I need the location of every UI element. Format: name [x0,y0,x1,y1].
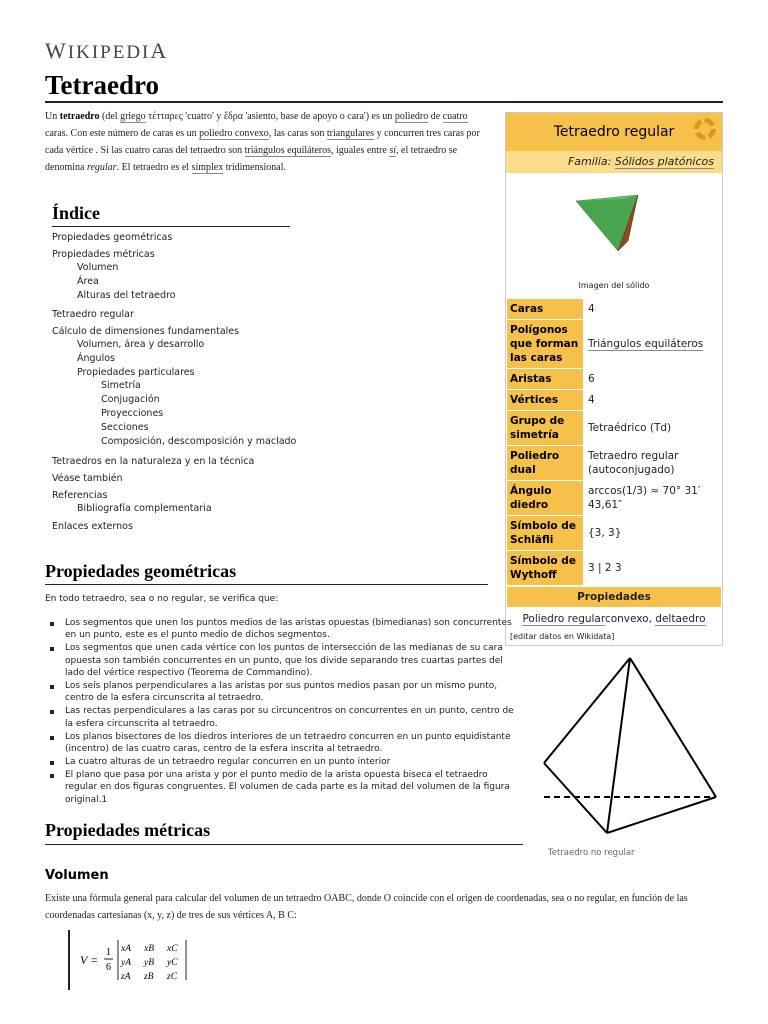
properties-bullet-list [45,617,522,807]
row-value: 4 [588,394,595,406]
subsection-heading-volumen: Volumen [45,868,109,883]
matrix-cell: yB [144,958,155,968]
toc-item[interactable]: Tetraedro regular [52,309,134,320]
list-item: Los seis planos perpendiculares a las aristas por sus puntos medios pasan por un mismo punto, centro de la esfera circunscrita al tetraedro. [45,680,522,705]
page-title: Tetraedro [45,70,159,100]
infobox-row [507,369,721,389]
matrix-cell: xA [121,944,132,954]
intro-text: τέτταρες 'cuatro' y ἕδρα 'asiento, base de apoyo o cara') es un [145,111,395,122]
toc-divider [52,226,290,227]
tetrahedron-solid-image [506,173,722,293]
toc-item[interactable]: Composición, descomposición y maclado [101,436,297,447]
edge [630,658,716,797]
toc-item[interactable]: Tetraedros en la naturaleza y en la técnica [52,456,255,467]
intro-text: , el tetraedro se denomina [45,145,458,173]
logo-letter-a: A [150,38,169,63]
edit-wikidata-link[interactable]: [editar datos en Wikidata] [510,632,615,641]
list-item: Los segmentos que unen cada vértice con los puntos de intersección de las medianas de su cara opuesta son también concurrentes en un punto, que los divide separando tres cuartas partes del lado del vértice respectivo (Teorema de Commandino). [45,642,522,679]
intro-text: . El tetraedro es el [116,162,192,173]
row-value: 4 [588,303,595,315]
list-item: Las rectas perpendiculares a las caras por su circuncentros on concurrentes en un punto, centro de la esfera circunscrita al tetraedro. [45,705,522,730]
infobox-title: Tetraedro regular [553,124,675,140]
infobox-row [507,516,721,550]
row-key: Vértices [507,390,583,410]
matrix-cell: xB [144,944,155,954]
edge [607,658,630,833]
toc-item[interactable]: Enlaces externos [52,521,133,532]
intro-text: tridimensional. [223,162,286,173]
edge [544,658,630,763]
logo-letter-w: W [45,38,68,63]
properties-header: Propiedades [507,587,721,607]
formula-svg [70,930,200,990]
link-cuatro[interactable]: cuatro [442,111,468,122]
row-value: 3 | 2 3 [588,562,622,574]
row-key: Aristas [507,369,583,389]
toc-item[interactable]: Propiedades particulares [77,367,195,378]
matrix-cell: zA [121,972,131,982]
intro-text: caras. Con este número de caras es un [45,128,200,139]
intro-text: (del [99,111,121,122]
infobox [505,112,723,646]
link-solidos-platonicos[interactable]: Sólidos platónicos [614,155,714,168]
gear-icon [694,118,716,140]
infobox-row [507,481,721,515]
row-key: Grupo de simetría [507,411,583,445]
matrix-cell: yA [121,958,132,968]
row-value [584,320,721,368]
link-triangulos-equilateros[interactable]: Triángulos equiláteros [588,338,704,350]
row-key: Símbolo de Wythoff [507,551,583,585]
matrix-cell: yC [167,958,178,968]
list-item: Los segmentos que unen los puntos medios de las aristas opuestas (bimedianas) son concurrentes en un punto, este es el punto medio de dichos segmentos. [45,617,522,642]
section-heading-propiedades-metricas: Propiedades métricas [45,820,211,840]
title-divider [45,101,723,103]
toc-title: Índice [52,203,101,223]
row-value: {3, 3} [588,527,622,539]
list-item: Los planos bisectores de los diedros interiores de un tetraedro concurren en un punto equidistante (incentro) de las cuatro caras, centro de la esfera inscrita al tetraedro. [45,731,522,756]
toc-item[interactable]: Referencias [52,490,108,501]
toc-item[interactable]: Conjugación [101,394,160,405]
row-key: Ángulo diedro [507,481,583,515]
link-si[interactable]: sí [389,145,396,156]
link-poliedro-convexo[interactable]: poliedro convexo [199,128,269,139]
intro-text: , las caras son [268,128,327,139]
intro-text: de [428,111,443,122]
section-heading-propiedades-geometricas: Propiedades geométricas [45,561,237,581]
infobox-table [506,298,722,586]
infobox-row [507,411,721,445]
toc-item[interactable]: Bibliografía complementaria [77,503,212,514]
infobox-row [507,551,721,585]
intro-text: , iguales entre [331,145,390,156]
family-label: Familia: [567,155,615,168]
section-divider [45,844,523,845]
infobox-image[interactable] [506,173,722,293]
row-key: Poliedro dual [507,446,583,480]
irregular-tetrahedron-figure[interactable] [530,650,730,845]
toc-item[interactable]: Propiedades métricas [52,249,155,260]
intro-bold-term: tetraedro [59,111,100,122]
toc-item[interactable]: Volumen [77,262,119,273]
toc-item[interactable]: Ángulos [77,353,115,364]
list-item: El plano que pasa por una arista y por el punto medio de la arista opuesta biseca el tetraedro regular en dos figuras congruentes. El volumen de cada parte es la mitad del volumen de la figura original.1 [45,769,522,806]
volume-formula [68,930,200,990]
row-value: 6 [588,373,595,385]
toc-item[interactable]: Simetría [101,380,141,391]
figure-caption: Tetraedro no regular [548,848,635,858]
toc-item[interactable]: Volumen, área y desarrollo [77,339,205,350]
infobox-row [507,446,721,480]
row-value: Tetraedro regular (autoconjugado) [588,450,679,476]
image-caption: Imagen del sólido [578,281,650,290]
row-value: arccos(1/3) ≈ 70° 31′ 43,61″ [588,485,701,511]
infobox-family [506,151,722,173]
toc-item[interactable]: Cálculo de dimensiones fundamentales [52,326,240,337]
wikipedia-logo[interactable] [45,38,168,64]
row-key: Polígonos que forman las caras [507,320,583,368]
matrix-cell: zB [144,972,154,982]
toc-item[interactable]: Secciones [101,422,149,433]
toc-item[interactable]: Proyecciones [101,408,164,419]
row-key: Símbolo de Schläfli [507,516,583,550]
toc-item[interactable]: Propiedades geométricas [52,232,173,243]
list-item: La cuatro alturas de un tetraedro regular concurren en un punto interior [45,756,522,768]
link-deltaedro[interactable]: deltaedro [655,613,706,625]
formula-numerator: 1 [106,947,111,958]
property-text: convexo, [604,613,656,625]
infobox-header [506,113,722,151]
link-poliedro[interactable]: poliedro [394,111,429,122]
formula-denominator: 6 [106,962,111,973]
intro-text: y concurren tres caras por cada vértice . Si las cuatro caras del tetraedro son [45,128,480,156]
row-value: Tetraédrico (Td) [588,422,672,434]
intro-italic: regular [86,162,117,173]
infobox-row [507,320,721,368]
toc-item[interactable]: Área [77,276,99,287]
link-poliedro-regular[interactable]: Poliedro regular [522,613,605,625]
infobox-row [507,390,721,410]
edge [607,797,716,833]
link-simplex[interactable]: símplex [191,162,224,173]
formula-lhs: V = [80,953,99,967]
properties-list [506,608,722,630]
volumen-paragraph: Existe una fórmula general para calcular del volumen de un tetraedro OABC, donde O coincide con el origen de coordenadas, sea o no regular, en función de las coordenadas cartesianas (x, y, z) de tres de sus vértices A, B C: [45,893,688,921]
intro-paragraph [45,108,490,176]
matrix-cell: zC [167,972,178,982]
section-lead: En todo tetraedro, sea o no regular, se verifica que: [45,594,279,604]
row-key: Caras [507,299,583,319]
intro-text: Un [45,111,58,122]
section-divider [45,584,488,585]
toc-item[interactable]: Véase también [52,473,123,484]
link-triangulares[interactable]: triangulares [326,128,375,139]
toc-item[interactable]: Alturas del tetraedro [77,290,176,301]
link-griego[interactable]: griego [120,111,146,122]
logo-letters: IKIPEDI [67,42,151,63]
link-triangulos-equilateros[interactable]: triángulos equiláteros [244,145,332,156]
matrix-cell: xC [167,944,178,954]
infobox-row [507,299,721,319]
